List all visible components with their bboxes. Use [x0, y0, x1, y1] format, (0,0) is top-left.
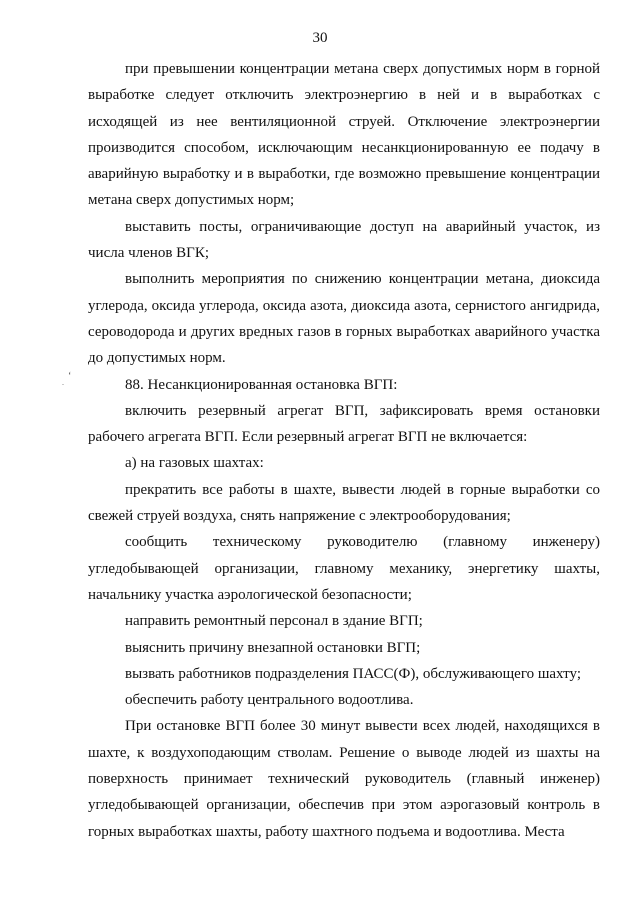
paragraph-drainage: обеспечить работу центрального водоотлива. [125, 692, 414, 709]
paragraph-find-cause: выяснить причину внезапной остановки ВГП; [125, 639, 421, 656]
paragraph-notify: сообщить техническому руководителю (главному инженеру) угледобывающей организации, главному механику, энергетику шахты, начальнику участка аэрологической безопасности; [88, 534, 600, 603]
margin-mark: ʻ [68, 371, 72, 382]
margin-mark: . [62, 378, 64, 387]
paragraph-methane-power-off: при превышении концентрации метана сверх допустимых норм в горной выработке следует отключить электроэнергию в ней и в выработках с исходящей из нее вентиляционной струей. Отключение электроэнергии производится способом, исключающим несанкционированную ее подачу в аварийную выработку и в выработки, где возможно превышение концентрации метана сверх допустимых норм; [88, 61, 600, 209]
paragraph-gas-reduction: выполнить мероприятия по снижению концентрации метана, диоксида углерода, оксида углерода, оксида азота, диоксида азота, сернистого ангидрида, сероводорода и других вредных газов в горных выработках аварийного участка до допустимых норм. [88, 271, 600, 367]
paragraph-posts: выставить посты, ограничивающие доступ на аварийный участок, из числа членов ВГК; [88, 218, 600, 262]
paragraph-reserve-unit: включить резервный агрегат ВГП, зафиксировать время остановки рабочего агрегата ВГП. Если резервный агрегат ВГП не включается: [88, 402, 600, 446]
paragraph-repair-staff: направить ремонтный персонал в здание ВГП; [125, 613, 423, 630]
document-body [88, 56, 600, 845]
page-number: 30 [312, 30, 328, 46]
paragraph-call-pass: вызвать работников подразделения ПАСС(Ф), обслуживающего шахту; [125, 665, 582, 682]
paragraph-evacuation: При остановке ВГП более 30 минут вывести всех людей, находящихся в шахте, к воздухоподающим стволам. Решение о выводе людей из шахты на поверхность принимает технический руководитель (главный инженер) угледобывающей организации, обеспечив при этом аэрогазовый контроль в горных выработках шахты, работу шахтного подъема и водоотлива. Места [88, 718, 600, 840]
paragraph-stop-work: прекратить все работы в шахте, вывести людей в горные выработки со свежей струей воздуха, снять напряжение с электрооборудования; [88, 481, 600, 525]
list-item-gas-mines: а) на газовых шахтах: [125, 455, 264, 472]
section-heading-88: 88. Несанкционированная остановка ВГП: [125, 376, 398, 393]
